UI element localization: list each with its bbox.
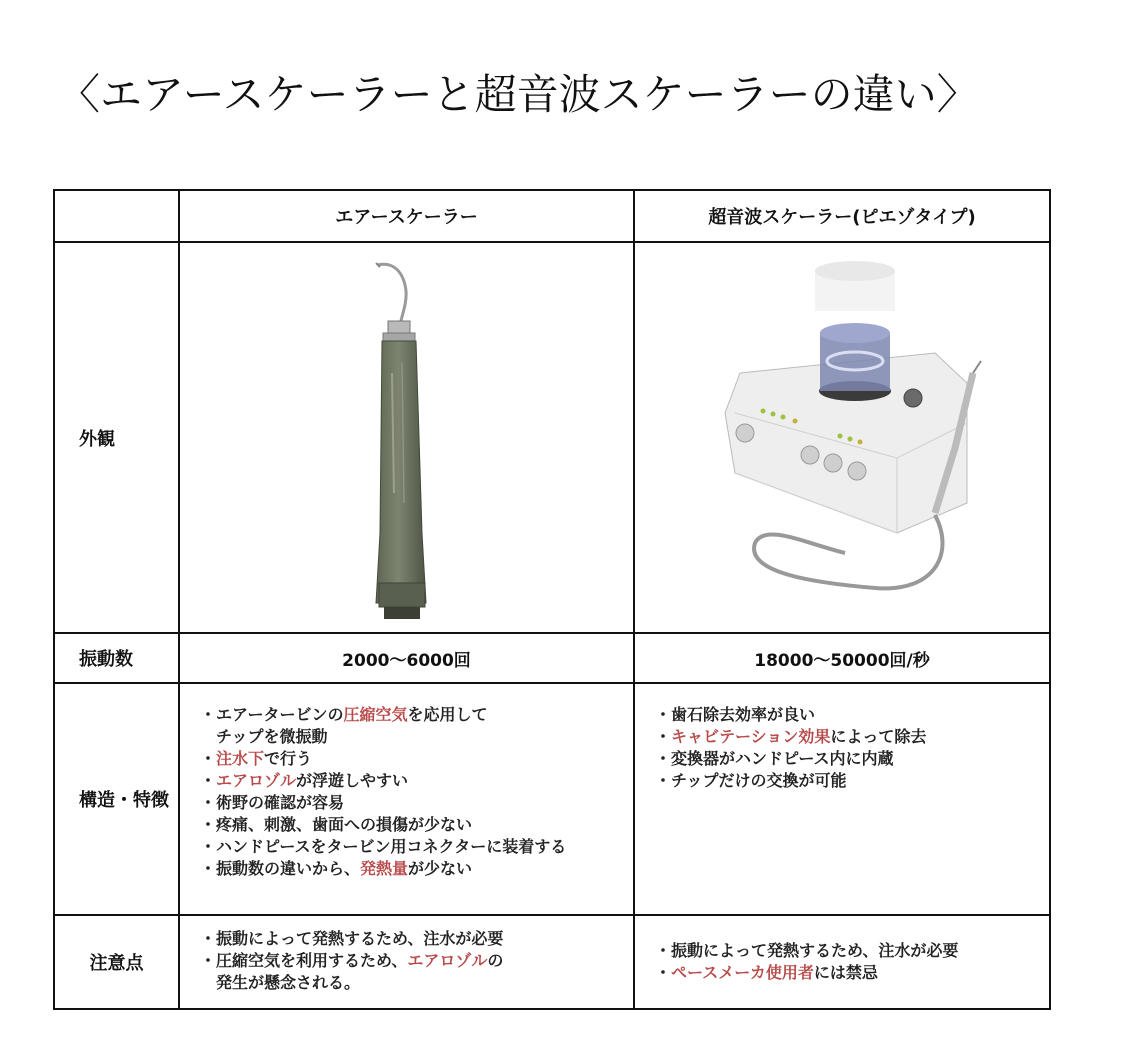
air-scaler-features <box>179 683 634 915</box>
list-item <box>200 858 633 880</box>
bullet: ・ <box>655 963 672 982</box>
ultrasonic-scaler-frequency: 18000～50000回/秒 <box>634 633 1050 683</box>
header-row <box>54 190 1050 242</box>
page-title: 〈エアースケーラーと超音波スケーラーの違い〉 <box>58 70 979 119</box>
bullet: ・ <box>200 951 217 970</box>
list-text: 振動数の違いから、 <box>216 859 361 878</box>
air-scaler-feature-list <box>180 704 633 880</box>
row-label-caution: 注意点 <box>54 915 179 1009</box>
list-text: 歯石除去効率が良い <box>671 705 816 724</box>
highlighted-text: エアロゾル <box>216 771 297 790</box>
bullet: ・ <box>655 941 672 960</box>
appearance-row <box>54 242 1050 633</box>
list-text: で行う <box>264 749 313 768</box>
list-text: には禁忌 <box>813 963 878 982</box>
list-text: によって除去 <box>830 727 927 746</box>
ultrasonic-scaler-caution-list <box>635 940 1049 984</box>
ultrasonic-scaler-feature-list <box>635 704 1049 792</box>
list-text: 圧縮空気を利用するため、 <box>216 951 408 970</box>
caution-row <box>54 915 1050 1009</box>
list-text: の <box>487 951 504 970</box>
list-text: 振動によって発熱するため、注水が必要 <box>216 929 504 948</box>
list-item <box>200 770 633 792</box>
list-item <box>200 950 633 972</box>
header-air-scaler: エアースケーラー <box>179 190 634 242</box>
bullet: ・ <box>200 859 217 878</box>
list-item <box>655 726 1049 748</box>
list-item <box>655 748 1049 770</box>
highlighted-text: ペースメーカ使用者 <box>671 963 814 982</box>
bullet: ・ <box>200 705 217 724</box>
list-text: エアータービンの <box>216 705 344 724</box>
highlighted-text: 圧縮空気 <box>343 705 408 724</box>
ultrasonic-scaler-unit-icon <box>635 243 1051 628</box>
list-item <box>200 792 633 814</box>
air-scaler-caution-list <box>180 928 633 994</box>
list-item <box>200 928 633 950</box>
header-ultrasonic-scaler: 超音波スケーラー(ピエゾタイプ) <box>634 190 1050 242</box>
bullet: ・ <box>200 771 217 790</box>
highlighted-text: 発熱量 <box>360 859 409 878</box>
bullet: ・ <box>200 749 217 768</box>
list-text: を応用して <box>407 705 488 724</box>
list-text: チップを微振動 <box>216 727 328 746</box>
frequency-row <box>54 633 1050 683</box>
list-text: 術野の確認が容易 <box>216 793 345 812</box>
list-text: 疼痛、刺激、歯面への損傷が少ない <box>216 815 473 834</box>
bullet: ・ <box>655 749 672 768</box>
list-text: 発生が懸念される。 <box>216 973 361 992</box>
bullet: ・ <box>655 705 672 724</box>
list-text: 変換器がハンドピース内に内蔵 <box>671 749 894 768</box>
list-item <box>200 748 633 770</box>
comparison-table <box>53 189 1051 1010</box>
row-label-frequency: 振動数 <box>54 633 179 683</box>
list-item <box>200 972 633 994</box>
list-text: ハンドピースをタービン用コネクターに装着する <box>216 837 567 856</box>
header-blank-cell <box>54 190 179 242</box>
bullet: ・ <box>655 771 672 790</box>
highlighted-text: エアロゾル <box>407 951 488 970</box>
list-item <box>655 704 1049 726</box>
structure-row <box>54 683 1050 915</box>
bullet: ・ <box>200 837 217 856</box>
list-item <box>655 770 1049 792</box>
air-scaler-handpiece-icon <box>180 243 635 628</box>
list-item <box>200 726 633 748</box>
list-item <box>655 940 1049 962</box>
highlighted-text: 注水下 <box>216 749 265 768</box>
list-item <box>200 704 633 726</box>
ultrasonic-scaler-image-cell <box>634 242 1050 633</box>
list-text: 振動によって発熱するため、注水が必要 <box>671 941 959 960</box>
air-scaler-image-cell <box>179 242 634 633</box>
highlighted-text: キャビテーション効果 <box>671 727 831 746</box>
row-label-structure: 構造・特徴 <box>54 683 179 915</box>
list-text: が浮遊しやすい <box>296 771 409 790</box>
list-text: が少ない <box>408 859 473 878</box>
air-scaler-cautions <box>179 915 634 1009</box>
bullet: ・ <box>200 793 217 812</box>
bullet: ・ <box>200 815 217 834</box>
ultrasonic-scaler-cautions <box>634 915 1050 1009</box>
list-item <box>200 814 633 836</box>
list-text: チップだけの交換が可能 <box>671 771 847 790</box>
bullet: ・ <box>200 929 217 948</box>
air-scaler-frequency: 2000～6000回 <box>179 633 634 683</box>
bullet: ・ <box>655 727 672 746</box>
list-item <box>655 962 1049 984</box>
row-label-appearance: 外観 <box>54 242 179 633</box>
list-item <box>200 836 633 858</box>
ultrasonic-scaler-features <box>634 683 1050 915</box>
